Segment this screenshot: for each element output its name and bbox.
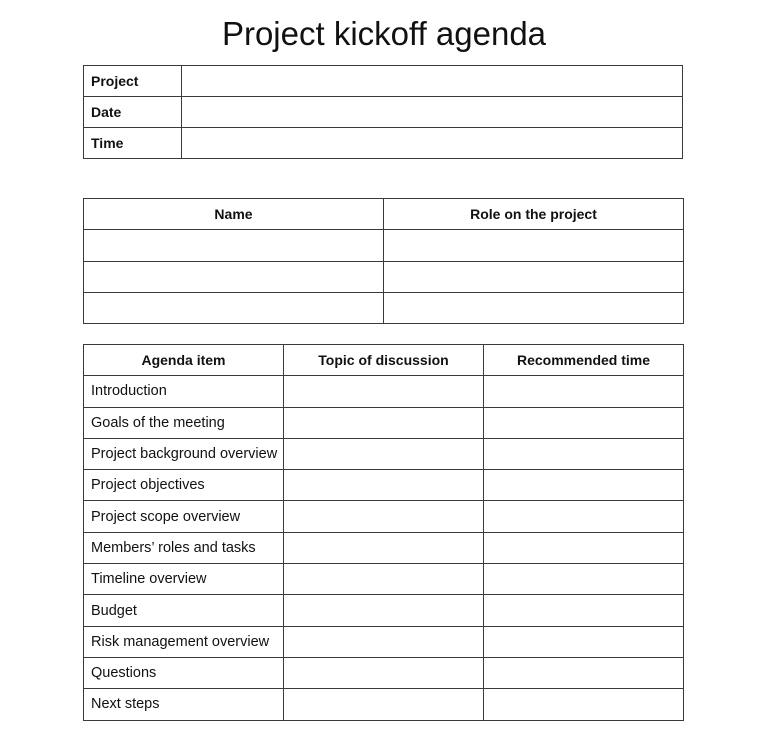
time-cell[interactable] [484, 626, 684, 657]
time-label: Time [84, 128, 182, 159]
table-row [84, 66, 683, 97]
date-field[interactable] [182, 97, 683, 128]
page-title: Project kickoff agenda [221, 15, 547, 52]
table-row [84, 564, 684, 595]
time-cell[interactable] [484, 564, 684, 595]
topic-cell[interactable] [284, 501, 484, 532]
time-cell[interactable] [484, 407, 684, 438]
table-row [84, 97, 683, 128]
table-row [84, 230, 684, 261]
name-cell[interactable] [84, 261, 384, 292]
table-row [84, 595, 684, 626]
topic-cell[interactable] [284, 376, 484, 407]
role-cell[interactable] [384, 261, 684, 292]
table-row [84, 501, 684, 532]
time-cell[interactable] [484, 532, 684, 563]
agenda-table [83, 344, 684, 721]
agenda-item-cell: Risk management overview [84, 626, 284, 657]
agenda-item-cell: Next steps [84, 689, 284, 720]
table-row [84, 470, 684, 501]
topic-cell[interactable] [284, 657, 484, 688]
agenda-item-cell: Timeline overview [84, 564, 284, 595]
agenda-item-cell: Introduction [84, 376, 284, 407]
column-header-agenda-item: Agenda item [84, 345, 284, 376]
column-header-name: Name [84, 199, 384, 230]
agenda-item-cell: Questions [84, 657, 284, 688]
table-header-row [84, 345, 684, 376]
topic-cell[interactable] [284, 470, 484, 501]
topic-cell[interactable] [284, 407, 484, 438]
table-row [84, 657, 684, 688]
topic-cell[interactable] [284, 564, 484, 595]
agenda-item-cell: Project objectives [84, 470, 284, 501]
project-info-table [83, 65, 683, 159]
time-cell[interactable] [484, 470, 684, 501]
topic-cell[interactable] [284, 532, 484, 563]
column-header-role: Role on the project [384, 199, 684, 230]
project-label: Project [84, 66, 182, 97]
topic-cell[interactable] [284, 438, 484, 469]
time-cell[interactable] [484, 595, 684, 626]
name-cell[interactable] [84, 230, 384, 261]
table-row [84, 407, 684, 438]
table-row [84, 532, 684, 563]
role-cell[interactable] [384, 292, 684, 323]
table-row [84, 292, 684, 323]
time-cell[interactable] [484, 438, 684, 469]
agenda-item-cell: Goals of the meeting [84, 407, 284, 438]
agenda-item-cell: Project background overview [84, 438, 284, 469]
table-row [84, 689, 684, 720]
column-header-topic: Topic of discussion [284, 345, 484, 376]
column-header-recommended-time: Recommended time [484, 345, 684, 376]
table-row [84, 438, 684, 469]
topic-cell[interactable] [284, 626, 484, 657]
agenda-item-cell: Members’ roles and tasks [84, 532, 284, 563]
agenda-item-cell: Budget [84, 595, 284, 626]
time-cell[interactable] [484, 689, 684, 720]
name-cell[interactable] [84, 292, 384, 323]
table-row [84, 261, 684, 292]
table-row [84, 626, 684, 657]
table-row [84, 376, 684, 407]
agenda-item-cell: Project scope overview [84, 501, 284, 532]
team-roles-table [83, 198, 684, 324]
topic-cell[interactable] [284, 689, 484, 720]
project-field[interactable] [182, 66, 683, 97]
table-header-row [84, 199, 684, 230]
table-row [84, 128, 683, 159]
time-field[interactable] [182, 128, 683, 159]
date-label: Date [84, 97, 182, 128]
time-cell[interactable] [484, 501, 684, 532]
topic-cell[interactable] [284, 595, 484, 626]
role-cell[interactable] [384, 230, 684, 261]
time-cell[interactable] [484, 376, 684, 407]
time-cell[interactable] [484, 657, 684, 688]
